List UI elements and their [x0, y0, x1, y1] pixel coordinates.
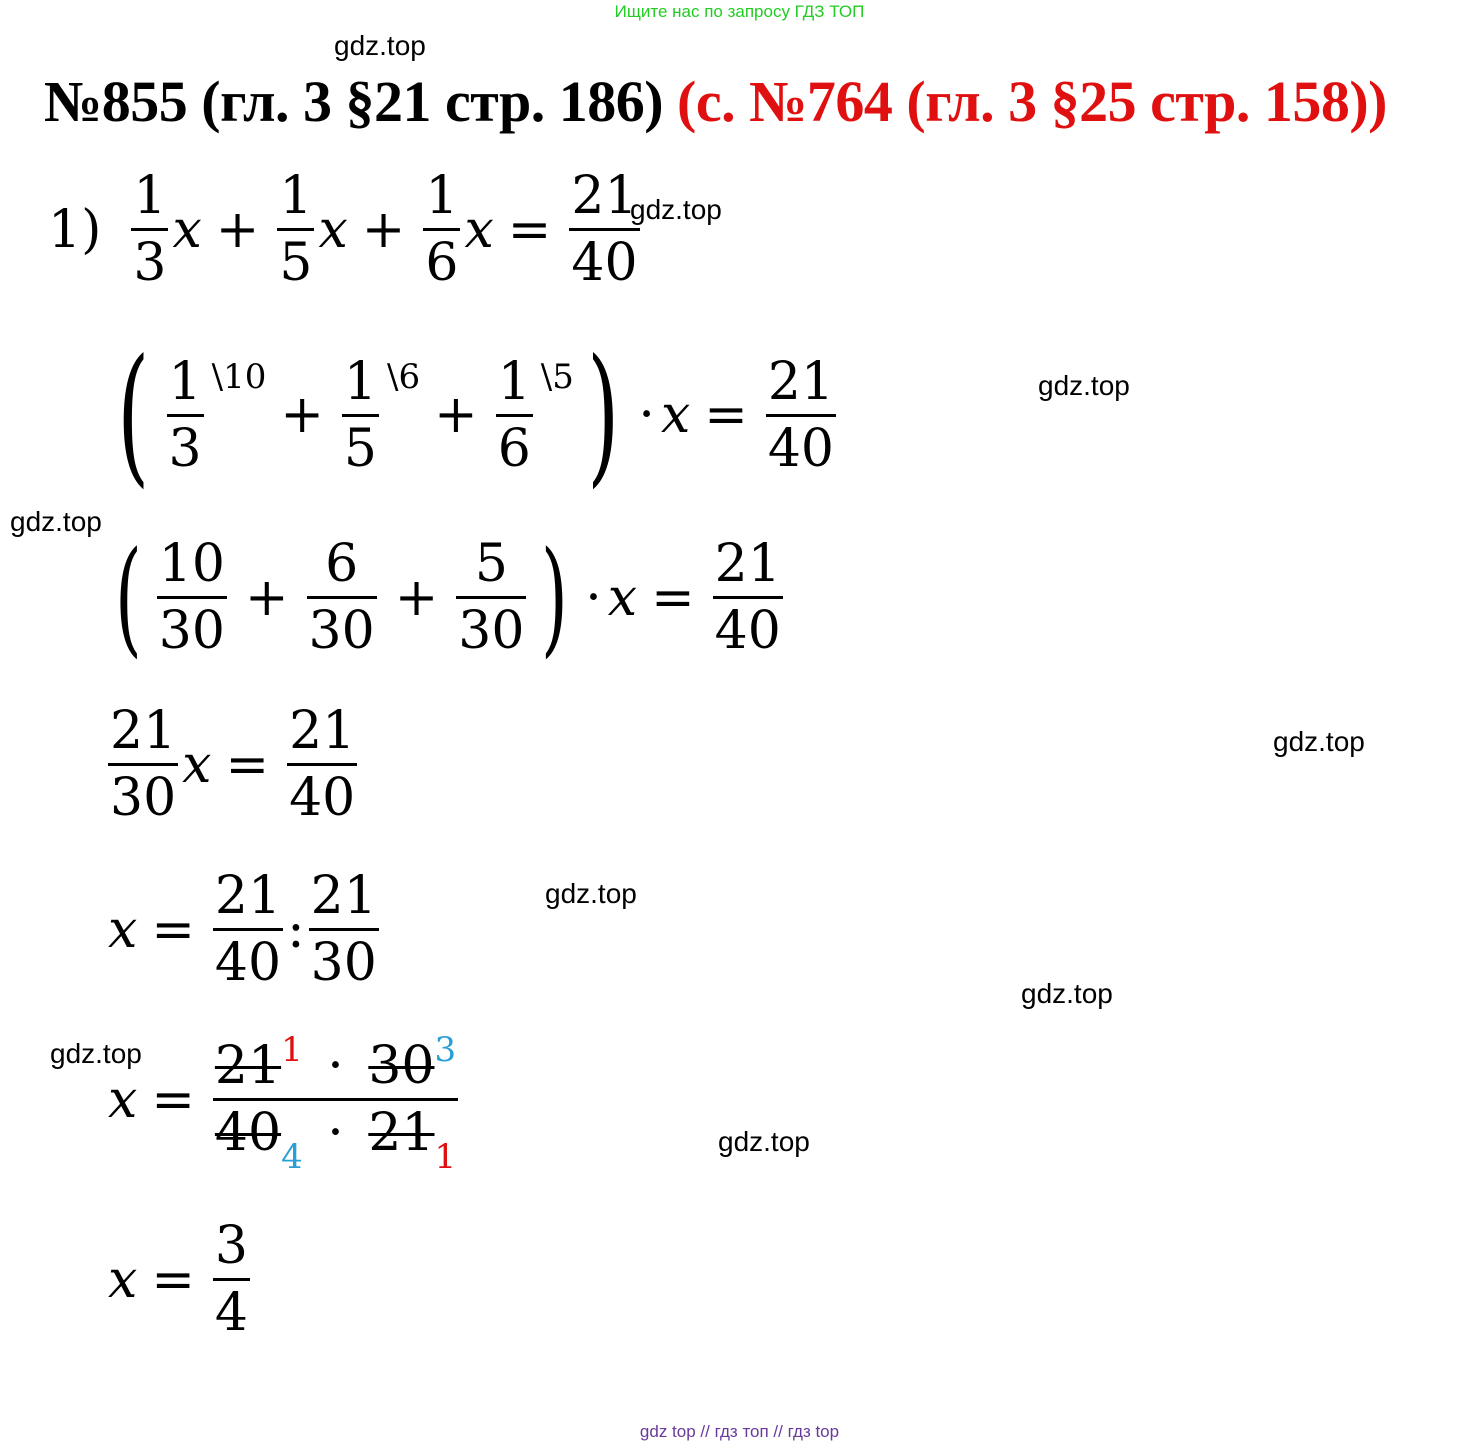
- watermark: gdz.top: [50, 1038, 142, 1069]
- multiplier: \5: [540, 357, 574, 397]
- watermark: gdz.top: [10, 506, 102, 537]
- variable-x: x: [182, 734, 212, 795]
- promo-banner[interactable]: Ищите нас по запросу ГДЗ ТОП: [614, 2, 865, 21]
- equation-line-3: [104, 525, 787, 670]
- fraction: $\frac{21}{40}$: [767, 351, 835, 479]
- equation-line-6: [108, 1030, 462, 1177]
- title-alt: (с. №764 (гл. 3 §25 стр. 158)): [677, 69, 1387, 134]
- division-sign: :: [287, 899, 305, 960]
- equation-line-7: [108, 1216, 254, 1343]
- watermark: gdz.top: [630, 194, 722, 225]
- variable-x: x: [108, 1069, 138, 1130]
- title-main: №855 (гл. 3 §21 стр. 186): [44, 69, 664, 134]
- fraction: $\frac{1}{3}$: [168, 351, 202, 479]
- equals-sign: =: [151, 1249, 195, 1310]
- variable-x: x: [108, 1249, 138, 1310]
- plus-sign: +: [434, 385, 478, 445]
- equals-sign: =: [151, 899, 195, 960]
- plus-sign: +: [394, 567, 439, 628]
- fraction: $\frac{5}{30}$: [458, 534, 525, 661]
- fraction: $\frac{1}{5}$: [279, 166, 313, 293]
- multiplier: \10: [211, 357, 267, 397]
- equals-sign: =: [704, 385, 748, 445]
- variable-x: x: [172, 199, 202, 260]
- fraction: $\frac{21}{40}$: [289, 701, 356, 828]
- fraction: $\frac{1}{5}$: [343, 351, 378, 479]
- dot-sign: ·: [585, 567, 602, 628]
- fraction: $\frac{1}{3}$: [133, 166, 167, 293]
- equation-line-1: [48, 166, 644, 293]
- watermark: gdz.top: [1273, 726, 1365, 757]
- watermark: gdz.top: [1021, 978, 1113, 1009]
- reduced-value: 3: [434, 1030, 457, 1070]
- fraction: $\frac{3}{4}$: [214, 1216, 248, 1343]
- fraction: $\frac{6}{30}$: [308, 534, 375, 661]
- watermark: gdz.top: [1038, 370, 1130, 401]
- reduced-value: 1: [281, 1030, 303, 1070]
- variable-x: x: [318, 199, 348, 260]
- fraction: $\frac{1}{6}$: [497, 351, 531, 479]
- equals-sign: =: [651, 567, 695, 628]
- struck-number: 30: [368, 1036, 435, 1096]
- dot-sign: ·: [327, 1036, 344, 1096]
- variable-x: x: [108, 899, 138, 960]
- plus-sign: +: [361, 199, 406, 260]
- struck-number: 40: [214, 1103, 282, 1163]
- multiplier: \6: [387, 357, 421, 397]
- reduced-fraction: [213, 1030, 458, 1177]
- equation-line-2: [104, 328, 840, 502]
- page-title: [44, 68, 1387, 135]
- plus-sign: +: [280, 385, 324, 445]
- fraction: $\frac{1}{6}$: [425, 166, 459, 293]
- reduced-value: 1: [434, 1137, 457, 1177]
- struck-number: 21: [368, 1103, 435, 1163]
- fraction: $\frac{21}{40}$: [214, 866, 282, 993]
- plus-sign: +: [244, 567, 289, 628]
- watermark: gdz.top: [334, 30, 426, 61]
- fraction: $\frac{21}{40}$: [571, 166, 638, 293]
- dot-sign: ·: [638, 385, 655, 445]
- equation-line-4: [104, 701, 361, 828]
- plus-sign: +: [215, 199, 260, 260]
- footer-links[interactable]: gdz top // гдз топ // гдз top: [639, 1422, 840, 1441]
- close-paren: ): [541, 525, 569, 670]
- fraction: $\frac{10}{30}$: [158, 534, 225, 661]
- equation-line-5: [108, 866, 383, 993]
- open-paren: (: [114, 525, 142, 670]
- fraction: $\frac{21}{30}$: [310, 866, 377, 993]
- watermark: gdz.top: [718, 1126, 810, 1157]
- variable-x: x: [607, 567, 638, 628]
- variable-x: x: [464, 199, 494, 260]
- reduced-value: 4: [281, 1137, 303, 1177]
- variable-x: x: [660, 385, 691, 445]
- close-paren: ): [587, 328, 620, 502]
- fraction: $\frac{21}{30}$: [110, 701, 177, 828]
- task-label: 1): [48, 199, 102, 260]
- equals-sign: =: [151, 1069, 195, 1130]
- struck-number: 21: [214, 1036, 282, 1096]
- equals-sign: =: [507, 199, 552, 260]
- dot-sign: ·: [327, 1103, 344, 1163]
- fraction: $\frac{21}{40}$: [714, 534, 781, 661]
- open-paren: (: [117, 328, 150, 502]
- watermark: gdz.top: [545, 878, 637, 909]
- equals-sign: =: [225, 734, 270, 795]
